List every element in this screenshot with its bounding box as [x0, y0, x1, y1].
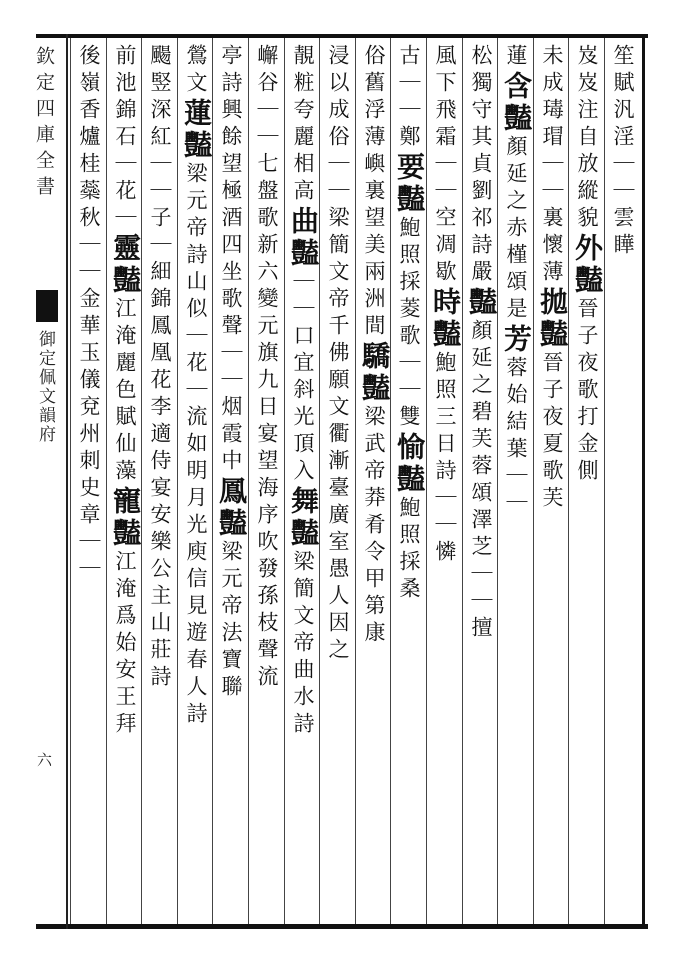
text-column: [143, 44, 177, 922]
headword: 豔: [358, 373, 391, 405]
headword: 豔: [571, 265, 604, 297]
column-text: 序吹發孫枝聲流: [255, 503, 279, 692]
headword: 時: [429, 287, 462, 319]
text-column: [214, 44, 248, 922]
column-text: 晉子夜歌打金側: [575, 297, 599, 486]
headword: 豔: [429, 319, 462, 351]
column-text: 顏延之赤槿頌是: [504, 135, 528, 324]
column-text: 笙賦汎淫｜｜雲瞱: [611, 44, 635, 260]
bottom-border: [36, 924, 648, 929]
headword: 豔: [109, 518, 142, 550]
column-text: 梁元帝詩山似｜花｜流如明月光庾信見遊春人詩: [184, 162, 208, 729]
column-text: 後嶺香爐桂蘂秋: [77, 44, 101, 233]
text-column: [464, 44, 498, 922]
column-rule: [604, 38, 605, 924]
text-column: [179, 44, 213, 922]
headword: 拋: [536, 287, 569, 319]
text-column: [499, 44, 533, 922]
headword: 豔: [287, 238, 320, 270]
column-text: 岌岌注自放縱貌: [575, 44, 599, 233]
column-rule: [177, 38, 178, 924]
column-text: 鮑照三日詩｜｜憐: [433, 351, 457, 567]
text-column: [72, 44, 106, 922]
text-column: [108, 44, 142, 922]
column-rule: [70, 38, 71, 924]
column-text: 浸以成俗｜｜: [326, 44, 350, 206]
text-column: [250, 44, 284, 922]
column-text: 兗州刺史章｜｜: [77, 395, 101, 584]
headword: 驕: [358, 341, 391, 373]
column-rule: [284, 38, 285, 924]
column-text: 松獨守其貞劉祁詩嚴: [469, 44, 493, 287]
headword: 豔: [393, 184, 426, 216]
headword: 豔: [536, 319, 569, 351]
column-rule: [462, 38, 463, 924]
headword: 含: [500, 71, 533, 103]
right-border: [642, 34, 645, 929]
column-rule: [248, 38, 249, 924]
text-column: [570, 44, 604, 922]
headword: 要: [393, 152, 426, 184]
top-border: [36, 34, 648, 38]
column-text: 鮑照採桑: [397, 496, 421, 604]
text-column: [286, 44, 320, 922]
headword: 豔: [393, 464, 426, 496]
text-column: [606, 44, 640, 922]
column-text: 蓮: [504, 44, 528, 71]
gutter-fishtail-mark: [36, 290, 58, 322]
headword: 芳: [500, 324, 533, 356]
headword: 蓮: [180, 98, 213, 130]
column-text: ｜｜金華玉儀: [77, 233, 101, 395]
headword: 舞: [287, 486, 320, 518]
column-text: 嶰谷｜｜七盤歌新六變元旗九日宴望海: [255, 44, 279, 503]
gutter-volume-title: 御定佩文韻府: [35, 330, 55, 444]
headword: 豔: [287, 518, 320, 550]
column-text: 梁簡文帝曲水詩: [291, 550, 315, 739]
headword: 豔: [465, 287, 498, 319]
headword: 鳳: [215, 476, 248, 508]
column-rule: [426, 38, 427, 924]
column-text: ｜｜口宜斜光頂入: [291, 270, 315, 486]
column-text: 古｜｜鄭: [397, 44, 421, 152]
column-text: 靚粧夸麗相高: [291, 44, 315, 206]
column-text: 梁簡文帝千佛願文: [326, 206, 350, 422]
headword: 曲: [287, 206, 320, 238]
column-text: 風下飛霜｜｜空凋歇: [433, 44, 457, 287]
page-number: 六: [35, 752, 53, 767]
text-column: [321, 44, 355, 922]
column-text: 鮑照採菱歌｜｜雙: [397, 216, 421, 432]
headword: 豔: [180, 130, 213, 162]
column-text: 深紅｜｜子｜細錦鳳凰花李適侍宴安樂公主山莊詩: [148, 98, 172, 692]
column-rule: [533, 38, 534, 924]
column-text: 梁元帝法寶聯: [219, 540, 243, 702]
gutter-book-title: 欽定四庫全書: [33, 46, 55, 202]
column-text: 江淹麗色賦仙藻: [113, 297, 137, 486]
column-text: 颺竪: [148, 44, 172, 98]
column-rule: [106, 38, 107, 924]
column-text: 亭詩興餘望極酒四坐歌聲｜｜烟霞中: [219, 44, 243, 476]
column-text: 江淹爲始安王拜: [113, 550, 137, 739]
column-text: 蓉始結葉｜｜: [504, 356, 528, 518]
column-text: 未成: [540, 44, 564, 98]
text-column: [357, 44, 391, 922]
headword: 豔: [500, 103, 533, 135]
gutter-border: [66, 34, 68, 929]
column-rule: [355, 38, 356, 924]
column-text: 梁武帝莽肴令甲第康: [362, 405, 386, 648]
column-text: 鶯文: [184, 44, 208, 98]
column-text: 晉子夜夏歌芙: [540, 351, 564, 513]
headword: 愉: [393, 432, 426, 464]
headword: 靈: [109, 233, 142, 265]
column-text: 俗舊浮薄: [362, 44, 386, 152]
column-text: 衢漸臺廣室愚人因之: [326, 422, 350, 665]
text-column: [392, 44, 426, 922]
column-text: 瑇瑁｜｜裏懷薄: [540, 98, 564, 287]
column-text: 嶼裏望美兩洲間: [362, 152, 386, 341]
headword: 寵: [109, 486, 142, 518]
column-text: 前池錦石｜花｜: [113, 44, 137, 233]
column-text: 顏延之碧芙蓉頌澤芝｜｜擅: [469, 319, 493, 643]
text-column: [428, 44, 462, 922]
headword: 豔: [215, 508, 248, 540]
headword: 豔: [109, 265, 142, 297]
text-column: [535, 44, 569, 922]
headword: 外: [571, 233, 604, 265]
